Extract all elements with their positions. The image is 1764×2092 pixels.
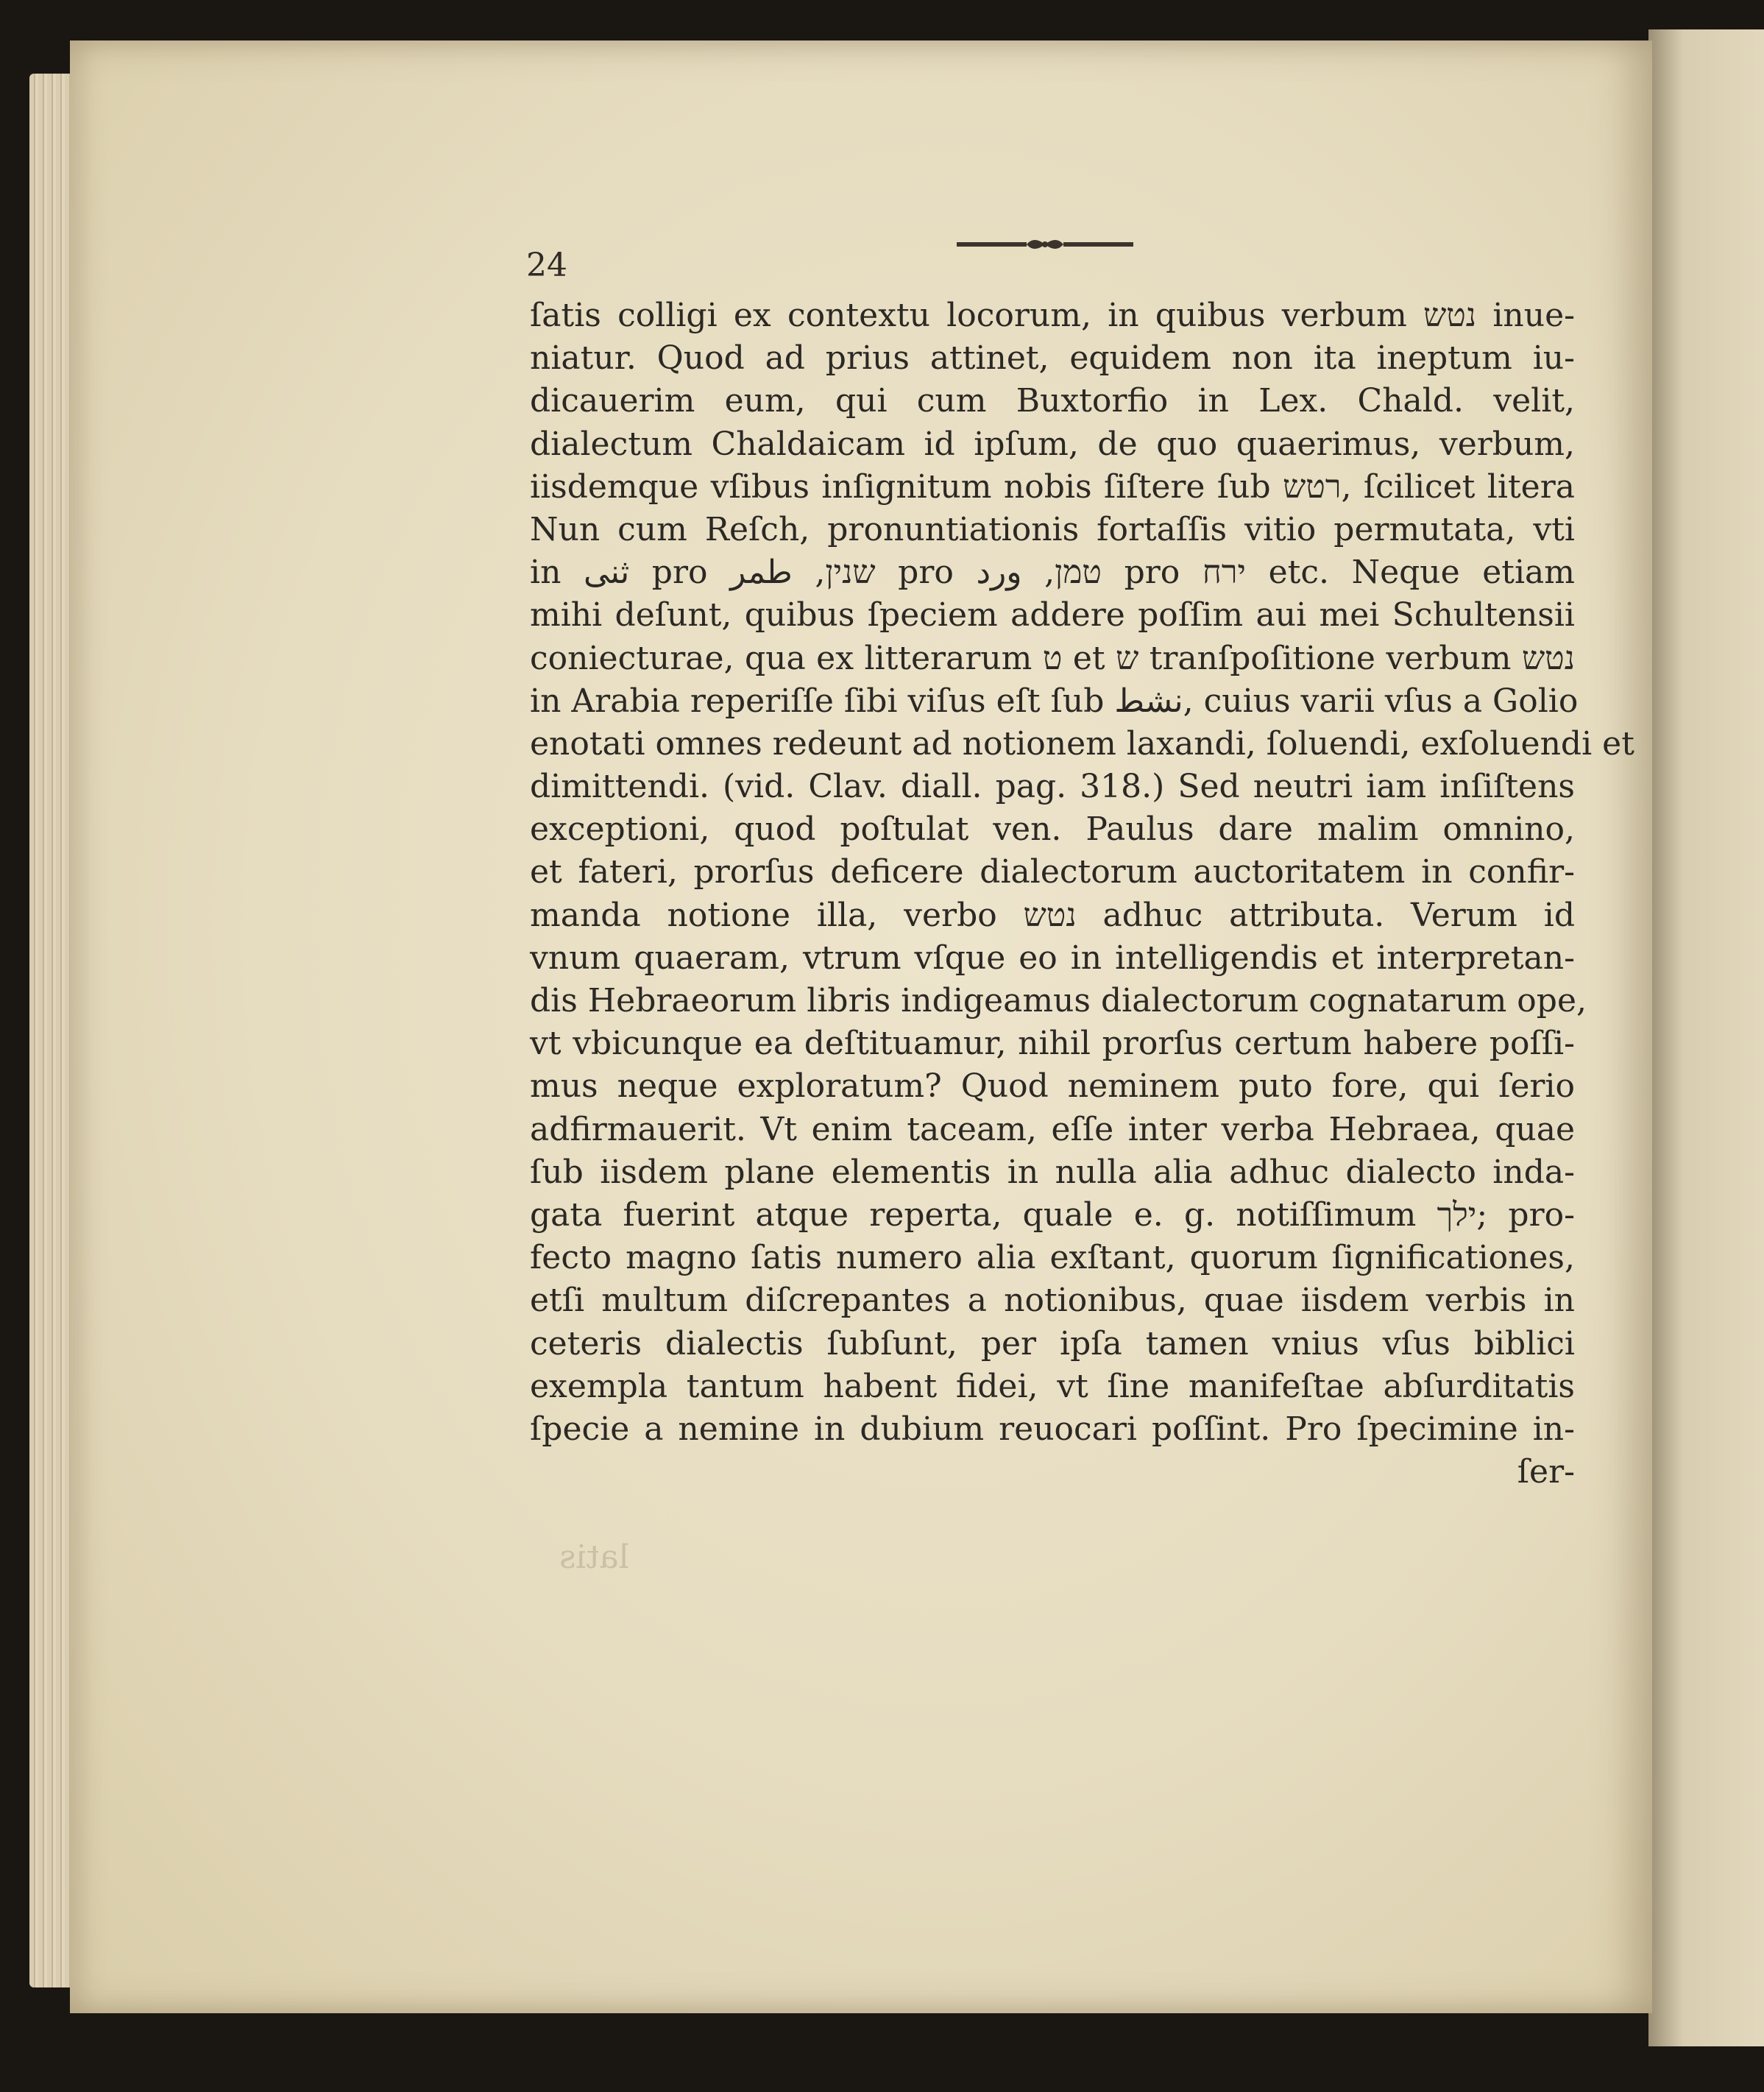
text-line: ſatis colligi ex contextu locorum, in quibus verbum נטש inue- (530, 297, 1575, 334)
text-line: exceptioni, quod poſtulat ven. Paulus dare malim omnino, (530, 810, 1575, 849)
text-line: Nun cum Reſch, pronuntiationis fortaſſis vitio permutata, vti (530, 510, 1575, 548)
text-line: etſi multum diſcrepantes a notionibus, quae iisdem verbis in (530, 1282, 1575, 1320)
facing-page-edge (1648, 29, 1764, 2046)
bleed-through-text: latis (559, 1538, 629, 1576)
text-line: dimittendi. (vid. Clav. diall. pag. 318.) Sed neutri iam inſiſtens (530, 768, 1575, 806)
text-line: enotati omnes redeunt ad notionem laxandi, ſoluendi, exſoluendi et (530, 724, 1634, 763)
text-line: mus neque exploratum? Quod neminem puto fore, qui ſerio (530, 1067, 1575, 1106)
text-line: ſub iisdem plane elementis in nulla alia adhuc dialecto inda- (530, 1153, 1575, 1191)
text-line: et fateri, prorſus deficere dialectorum auctoritatem in confir- (530, 853, 1575, 891)
text-line: in Arabia reperiſſe ſibi viſus eſt ſub نشط, cuius varii vſus a Golio (530, 682, 1579, 720)
text-line: manda notione illa, verbo נטש adhuc attributa. Verum id (530, 896, 1575, 934)
page-number: 24 (526, 247, 567, 284)
text-line: dicauerim eum, qui cum Buxtorfio in Lex. Chald. velit, (530, 382, 1575, 420)
text-line: iisdemque vſibus inſignitum nobis ſiſtere ſub רטש, ſcilicet litera (530, 467, 1575, 506)
text-line: fecto magno ſatis numero alia exſtant, quorum ſignificationes, (530, 1239, 1575, 1277)
text-line: mihi deſunt, quibus ſpeciem addere poſſim aui mei Schultensii (530, 596, 1575, 635)
text-line: dis Hebraeorum libris indigeamus dialectorum cognatarum ope, (530, 982, 1587, 1020)
text-line: adfirmauerit. Vt enim taceam, eſſe inter verba Hebraea, quae (530, 1110, 1575, 1148)
text-line: vt vbicunque ea deſtituamur, nihil prorſus certum habere poſſi- (530, 1025, 1575, 1063)
catchword: ſer- (1517, 1453, 1575, 1491)
text-line: ſpecie a nemine in dubium reuocari poſſint. Pro ſpecimine in- (530, 1410, 1575, 1448)
text-line: niatur. Quod ad prius attinet, equidem non ita ineptum iu- (530, 339, 1575, 378)
body-text (530, 294, 1634, 1494)
text-line: gata fuerint atque reperta, quale e. g. notiſſimum ילך; pro- (530, 1195, 1575, 1234)
header-ornament-icon (957, 236, 1133, 253)
text-line: exempla tantum habent fidei, vt ſine manifeſtae abſurditatis (530, 1367, 1575, 1405)
text-line: dialectum Chaldaicam id ipſum, de quo quaerimus, verbum, (530, 425, 1575, 463)
text-line: coniecturae, qua ex litterarum ט et ש tranſpoſitione verbum נטש (530, 639, 1576, 677)
text-line: ceteris dialectis ſubſunt, per ipſa tamen vnius vſus biblici (530, 1324, 1575, 1363)
text-line: vnum quaeram, vtrum vſque eo in intelligendis et interpretan- (530, 939, 1575, 977)
text-line: in ثنى pro שנין, طمر pro טמן, ورد pro ירח etc. Neque etiam (530, 554, 1575, 592)
